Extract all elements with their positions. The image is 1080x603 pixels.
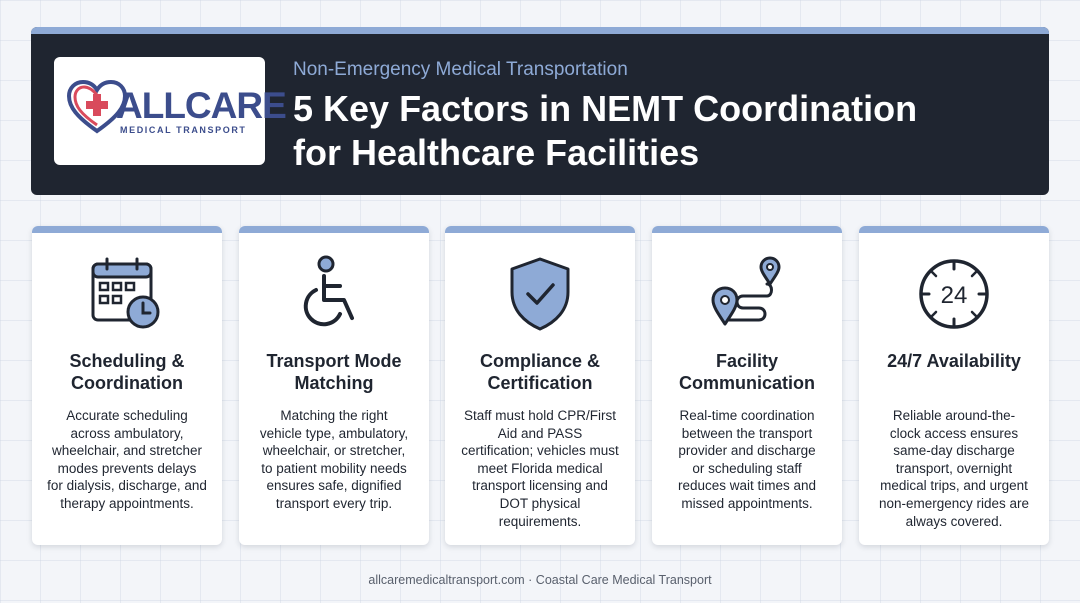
logo-wordmark: ALLCARE: [116, 85, 286, 126]
shield-check-icon: [500, 254, 580, 334]
card-accent-bar: [652, 226, 842, 233]
card-description: Reliable around-the- clock access ensures same-day discharge transport, overnight medical trips, and urgent non-emergency rides are always covered.: [878, 408, 1030, 529]
card-accent-bar: [445, 226, 635, 233]
card-accent-bar: [239, 226, 429, 233]
card-description: Accurate scheduling across ambulatory, wheelchair, and stretcher modes prevents delays for dialysis, discharge, and therapy appointments.: [47, 408, 207, 511]
card-transport-mode: [239, 226, 429, 545]
card-title: Transport Mode Matching: [266, 351, 402, 393]
footer-credit: allcaremedicaltransport.com · Coastal Care Medical Transport: [368, 573, 712, 587]
card-compliance: [445, 226, 635, 545]
card-accent-bar: [859, 226, 1049, 233]
clock-24-label: 24: [940, 282, 968, 309]
logo-tagline: MEDICAL TRANSPORT: [120, 125, 247, 135]
calendar-clock-icon: [87, 254, 167, 334]
clock-24-icon: [914, 254, 994, 334]
page-title-line-1: 5 Key Factors in NEMT Coordination: [293, 88, 918, 129]
card-description: Staff must hold CPR/First Aid and PASS certification; vehicles must meet Florida medical transport licensing and DOT physical requirements.: [461, 408, 619, 529]
card-description: Matching the right vehicle type, ambulatory, wheelchair, or stretcher, to patient mobility needs ensures safe, dignified transport every trip.: [259, 408, 409, 511]
card-accent-bar: [32, 226, 222, 233]
header-banner: [31, 27, 1049, 195]
page-subtitle: Non-Emergency Medical Transportation: [293, 59, 628, 80]
card-title: Facility Communication: [678, 351, 815, 393]
card-facility-communication: [652, 226, 842, 545]
card-title: 24/7 Availability: [887, 351, 1021, 371]
company-logo: [54, 57, 286, 165]
page-title: [293, 87, 1033, 175]
route-pins-icon: [707, 254, 787, 334]
wheelchair-icon: [294, 254, 374, 334]
card-title: Compliance & Certification: [479, 351, 601, 393]
header-accent-bar: [31, 27, 1049, 34]
card-availability: [859, 226, 1049, 545]
card-description: Real-time coordination between the transport provider and discharge or scheduling staff reduces wait times and missed appointments.: [677, 408, 817, 511]
page-title-line-2: for Healthcare Facilities: [293, 132, 700, 173]
card-scheduling: [32, 226, 222, 545]
card-title: Scheduling & Coordination: [69, 351, 185, 393]
